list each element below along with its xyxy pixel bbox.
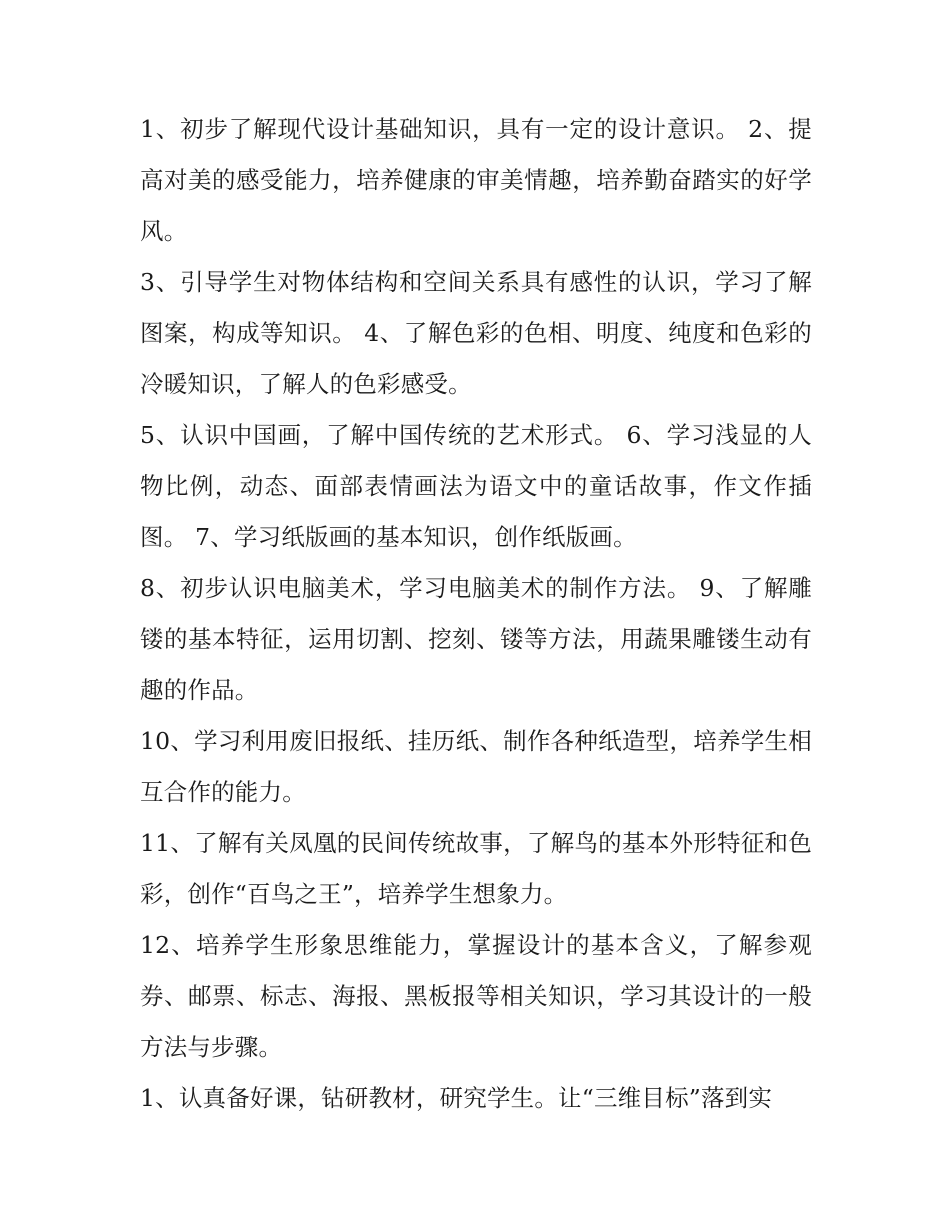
paragraph-goals-5-7: 5、认识中国画，了解中国传统的艺术形式。 6、学习浅显的人物比例，动态、面部表情画法为语文中的童话故事，作文作插图。 7、学习纸版画的基本知识，创作纸版画。 <box>140 421 812 551</box>
document-body <box>140 104 812 1124</box>
paragraph-goals-3-4: 3、引导学生对物体结构和空间关系具有感性的认识，学习了解图案，构成等知识。 4、了解色彩的色相、明度、纯度和色彩的冷暖知识，了解人的色彩感受。 <box>140 268 812 398</box>
paragraph-goal-11: 11、了解有关凤凰的民间传统故事，了解鸟的基本外形特征和色彩，创作“百鸟之王”，培养学生想象力。 <box>140 829 812 908</box>
paragraph-goal-12: 12、培养学生形象思维能力，掌握设计的基本含义，了解参观券、邮票、标志、海报、黑板报等相关知识，学习其设计的一般方法与步骤。 <box>140 931 812 1061</box>
paragraph-goals-1-2: 1、初步了解现代设计基础知识，具有一定的设计意识。 2、提高对美的感受能力，培养健康的审美情趣，培养勤奋踏实的好学风。 <box>140 115 812 245</box>
paragraph-goal-10: 10、学习利用废旧报纸、挂历纸、制作各种纸造型，培养学生相互合作的能力。 <box>140 727 812 806</box>
paragraph-measure-1: 1、认真备好课，钻研教材，研究学生。让“三维目标”落到实 <box>140 1084 773 1112</box>
paragraph-goals-8-9: 8、初步认识电脑美术，学习电脑美术的制作方法。 9、了解雕镂的基本特征，运用切割、挖刻、镂等方法，用蔬果雕镂生动有趣的作品。 <box>140 574 812 704</box>
